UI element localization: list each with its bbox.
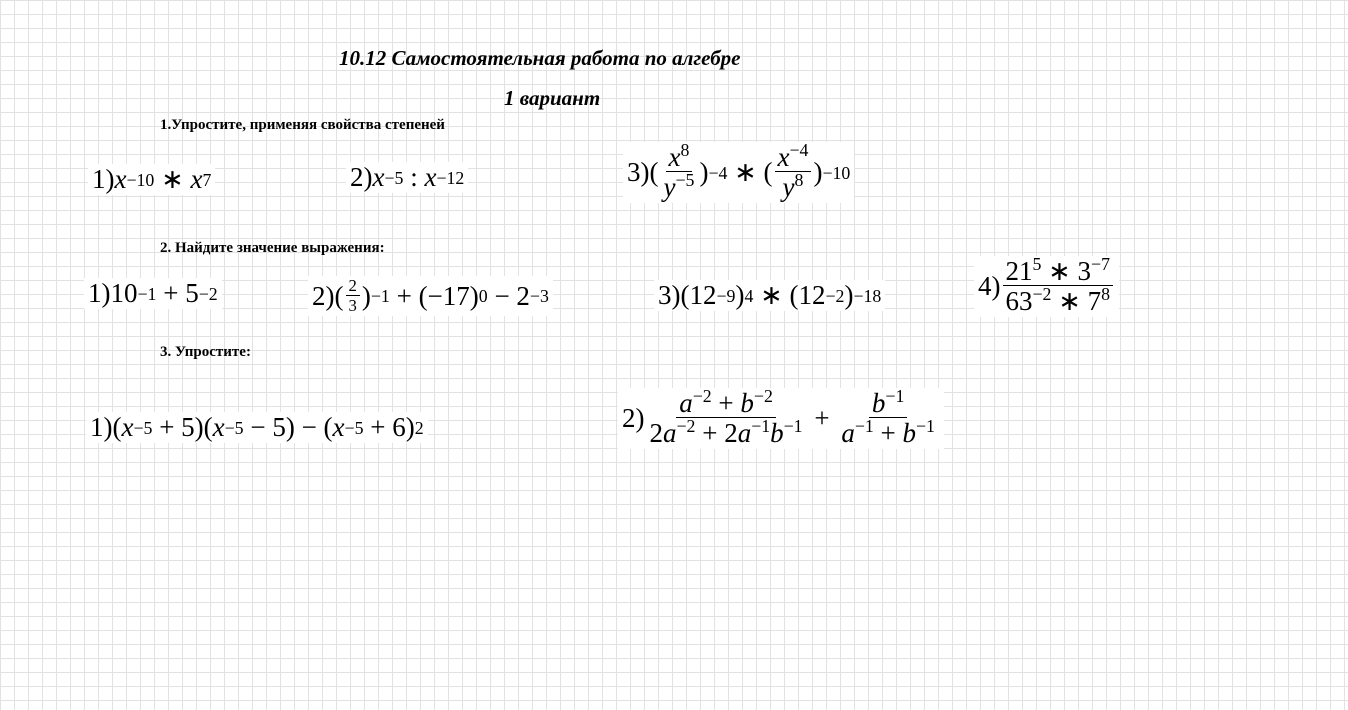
- var-b: b: [740, 388, 754, 418]
- task3-expression-1: 1) ( x −5 + 5) ( x −5 − 5) − ( x −5 + 6) 2: [86, 412, 428, 443]
- exponent: −1: [854, 416, 874, 437]
- exponent: −5: [675, 170, 695, 191]
- base: 2: [516, 280, 530, 311]
- fraction-numerator: [666, 140, 693, 172]
- operator: +: [396, 280, 412, 311]
- paren-close: ): [361, 280, 371, 311]
- exponent: −2: [692, 386, 712, 407]
- paren-open: (: [334, 280, 344, 311]
- base: (−17): [418, 280, 479, 311]
- fraction-denominator: [1003, 286, 1113, 315]
- task3-expression-2: [618, 388, 944, 449]
- group-rest: − 5): [250, 412, 295, 442]
- operator: ∗: [734, 157, 757, 187]
- group-rest: + 5): [159, 412, 204, 442]
- var-b: b: [902, 418, 917, 448]
- fraction-denominator: 3: [348, 295, 357, 315]
- coefficient: 2: [724, 418, 738, 448]
- paren-open: (: [203, 412, 213, 442]
- operator: +: [163, 278, 179, 308]
- var-a: a: [679, 388, 693, 418]
- paren-open: (: [649, 157, 659, 187]
- task1-expression-1: 1) x −10 ∗ x 7: [88, 164, 215, 195]
- paren-open: (: [112, 412, 122, 442]
- var-y: y: [782, 172, 795, 202]
- exponent: −2: [1032, 284, 1052, 305]
- fraction-denominator: [838, 418, 938, 447]
- fraction: [1003, 254, 1113, 316]
- fraction-numerator: [1003, 254, 1113, 286]
- operator: ∗: [161, 164, 184, 194]
- var-b: b: [770, 418, 784, 448]
- exponent: −4: [789, 140, 809, 161]
- exponent: −7: [1091, 254, 1110, 275]
- paren-close: ): [699, 157, 709, 187]
- task2-expression-3: 3) (12 −9 ) 4 ∗ (12 −2 ) −18: [654, 280, 885, 311]
- exponent: −1: [885, 386, 905, 407]
- var-x: x: [777, 142, 790, 172]
- paren-close: ): [735, 280, 745, 310]
- fraction-denominator: [780, 172, 807, 201]
- fraction: [661, 140, 698, 202]
- operator: +: [718, 388, 734, 418]
- fraction: [775, 140, 812, 202]
- task3-heading: 3. Упростите:: [160, 344, 251, 360]
- item-number: 2): [312, 280, 335, 311]
- fraction-numerator: 2: [346, 278, 360, 296]
- page-title: 10.12 Самостоятельная работа по алгебре: [339, 46, 741, 70]
- exponent: −1: [916, 416, 935, 437]
- coefficient: 2: [649, 418, 663, 448]
- base: 63: [1005, 286, 1033, 316]
- var-x: x: [372, 162, 385, 192]
- var-x: x: [121, 412, 134, 442]
- task1-expression-2: 2) x −5 : x −12: [346, 162, 468, 193]
- task1-expression-3: 3) ( $\frac{x^8}{y^{-5}}$ ) −4 ∗ ( $\frac{x^{-4}}{y^8}$ ) −10: [623, 142, 854, 203]
- item-number: 2): [350, 162, 373, 192]
- item-number: 2): [622, 403, 645, 433]
- var-a: a: [663, 418, 677, 448]
- fraction-numerator: [869, 386, 907, 418]
- exponent: −2: [676, 416, 696, 437]
- base: (12: [680, 280, 717, 310]
- operator: ∗: [1058, 286, 1081, 316]
- fraction-numerator: [676, 386, 776, 418]
- var-x: x: [212, 412, 225, 442]
- operator: +: [880, 418, 896, 448]
- fraction: [838, 386, 938, 448]
- var-x: x: [332, 412, 345, 442]
- item-number: 3): [627, 157, 650, 187]
- operator: :: [410, 162, 418, 192]
- operator: ∗: [1048, 256, 1071, 286]
- var-a: a: [841, 418, 855, 448]
- operator: ∗: [760, 280, 783, 310]
- paren-open: (: [323, 412, 333, 442]
- task2-heading: 2. Найдите значение выражения:: [160, 240, 385, 256]
- paren-close: ): [813, 157, 823, 187]
- exponent: 5: [1032, 254, 1042, 275]
- base: 5: [185, 278, 199, 308]
- var-x: x: [668, 142, 681, 172]
- var-x: x: [424, 162, 437, 192]
- operator: −: [494, 280, 510, 311]
- item-number: 1): [92, 164, 115, 194]
- fraction-denominator: [647, 418, 806, 447]
- var-a: a: [737, 418, 752, 448]
- item-number: 1): [88, 278, 111, 308]
- var-x: x: [190, 164, 203, 194]
- exponent: 8: [680, 140, 690, 161]
- operator: +: [702, 418, 718, 448]
- fraction: [346, 278, 360, 314]
- item-number: 3): [658, 280, 681, 310]
- group-rest: + 6): [370, 412, 415, 442]
- item-number: 1): [90, 412, 113, 442]
- operator: −: [301, 412, 317, 442]
- fraction-numerator: [775, 140, 812, 172]
- exponent: −1: [783, 416, 803, 437]
- var-x: x: [114, 164, 127, 194]
- exponent: −2: [753, 386, 773, 407]
- paren-close: ): [844, 280, 854, 310]
- base: 3: [1077, 256, 1092, 286]
- base: 10: [110, 278, 138, 308]
- base: 7: [1087, 286, 1102, 316]
- task2-expression-4: [974, 256, 1119, 317]
- exponent: 8: [794, 170, 804, 191]
- exponent: 8: [1101, 284, 1110, 305]
- item-number: 4): [978, 271, 1001, 301]
- task2-expression-1: 1) 10 −1 + 5 −2: [84, 278, 222, 309]
- base: 21: [1005, 256, 1033, 286]
- var-y: y: [663, 172, 676, 202]
- base: (12: [789, 280, 826, 310]
- var-b: b: [871, 388, 886, 418]
- operator: +: [814, 403, 830, 433]
- variant-label: 1 вариант: [504, 86, 601, 110]
- task1-heading: 1.Упростите, применяя свойства степеней: [160, 117, 445, 133]
- task2-expression-2: 2) ( $\frac{2}{3}$ ) −1 + (−17) 0 − 2 −3: [308, 276, 553, 316]
- fraction: [647, 386, 806, 448]
- paren-open: (: [763, 157, 773, 187]
- exponent: −1: [751, 416, 771, 437]
- fraction-denominator: [661, 172, 698, 201]
